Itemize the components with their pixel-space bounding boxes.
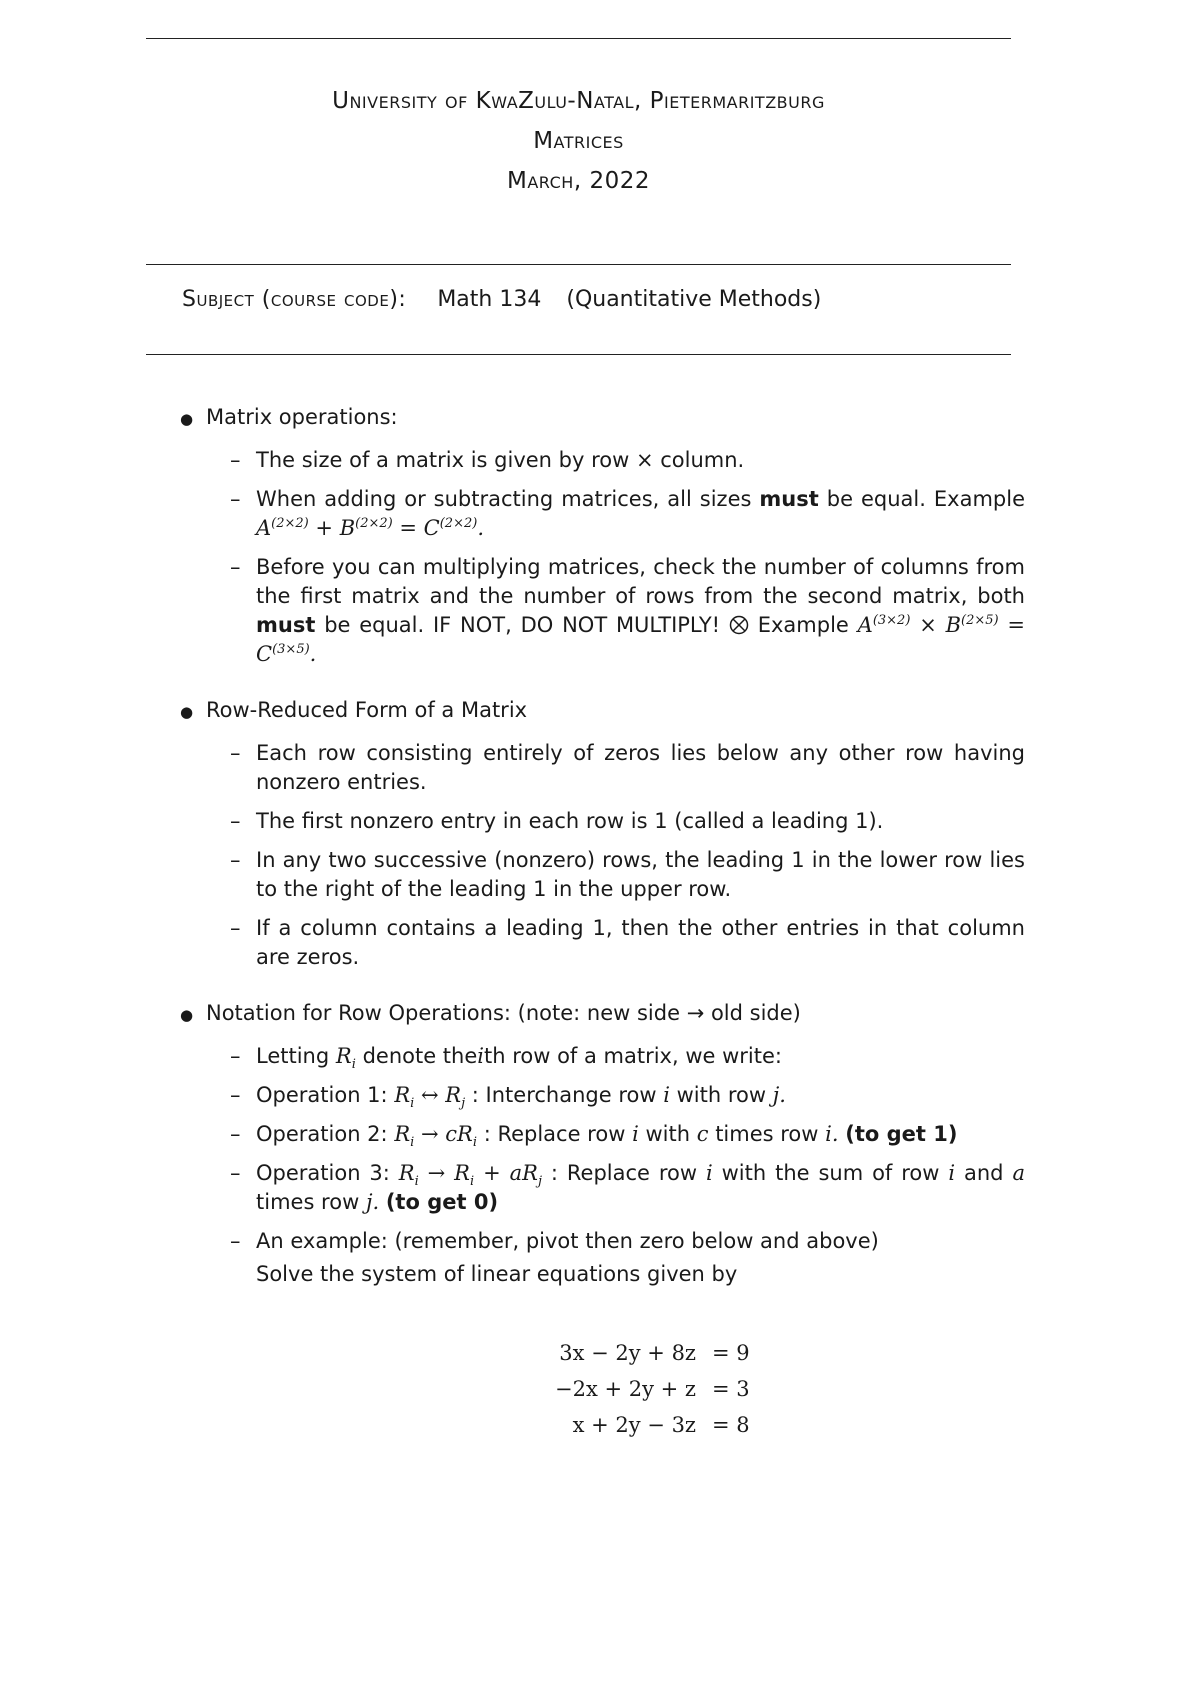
top-rule [146,38,1011,39]
list-item: – Each row consisting entirely of zeros lies below any other row having nonzero entries. [230,741,1025,794]
section-matrix-operations [180,402,1025,669]
dash-icon: – [230,916,241,940]
section-heading: Matrix operations: [206,405,398,429]
dash-icon: – [230,809,241,833]
section-row-reduced-form [180,695,1025,972]
dash-icon: – [230,1229,241,1253]
equation-system [538,1335,750,1443]
section-row-operations [180,998,1025,1289]
dash-icon: – [230,1083,241,1107]
addition-formula: $A^{(2\times 2)} + B^{(2\times 2)} = C^{(2\times 2)}$. [256,516,484,540]
dash-icon: – [230,848,241,872]
dash-icon: – [230,1122,241,1146]
list-item: – Operation 1: $R_i$ ↔ $R_j$ : Interchange row i with row j. [230,1083,786,1112]
list-item: – In any two successive (nonzero) rows, the leading 1 in the lower row lies to the right of the leading 1 in the upper row. [230,848,1025,901]
bullet-icon: ● [180,703,194,721]
course-title: (Quantitative Methods) [566,287,822,312]
list-item: – Operation 2: $R_i \to cR_i$ : Replace row i with c times row i. (to get 1) [230,1122,958,1151]
dash-icon: – [230,741,241,765]
dash-icon: – [230,555,241,579]
bullet-icon: ● [180,410,194,428]
bullet-icon: ● [180,1006,194,1024]
dash-icon: – [230,1044,241,1068]
equation-row: x + 2y − 3z = 8 [572,1413,750,1437]
subject-line [182,287,821,312]
document-date: March, 2022 [507,168,650,194]
subject-label: Subject (course code): [182,287,407,312]
dash-icon: – [230,487,241,511]
list-item: – Letting $R_i$ denote theith row of a matrix, we write: [230,1044,782,1073]
dash-icon: – [230,1161,241,1185]
course-code: Math 134 [437,287,542,312]
list-item: – Before you can multiplying matrices, check the number of columns from the first matrix and the number of rows from the second matrix, both must be equal. IF NOT, DO NOT MULTIPLY! Example $A^{(3\times 2)} \times B^{(2\times 5)} = C^{(3\times 5)}$. [230,555,1025,666]
subject-top-rule [146,264,1011,265]
dash-icon: – [230,448,241,472]
document-topic: Matrices [533,128,624,154]
equation-row: 3x − 2y + 8z = 9 [559,1341,750,1365]
otimes-icon [729,615,749,635]
notes-body [180,402,1025,1315]
list-item: – The size of a matrix is given by row × column. [230,446,1025,475]
multiplication-formula: $A^{(3\times 2)} \times B^{(2\times 5)} = C^{(3\times 5)}$. [256,613,1025,666]
list-item: – An example: (remember, pivot then zero below and above) Solve the system of linear equations given by [230,1229,879,1286]
list-item: – The first nonzero entry in each row is 1 (called a leading 1). [230,807,1025,836]
list-item: – When adding or subtracting matrices, all sizes must be equal. Example $A^{(2\times 2)} + B^{(2\times 2)} = C^{(2\times 2)}$. [230,487,1025,540]
university-name: University of KwaZulu-Natal, Pietermaritzburg [332,88,825,114]
list-item: – If a column contains a leading 1, then the other entries in that column are zeros. [230,916,1025,969]
section-heading: Row-Reduced Form of a Matrix [206,698,528,722]
equation-row: −2x + 2y + z = 3 [555,1377,750,1401]
list-item: – Operation 3: $R_i \to R_i + aR_j$ : Replace row i with the sum of row i and a times row j. (to get 0) [230,1161,1025,1214]
subject-bottom-rule [146,354,1011,355]
section-heading: Notation for Row Operations: (note: new side → old side) [206,1001,801,1025]
